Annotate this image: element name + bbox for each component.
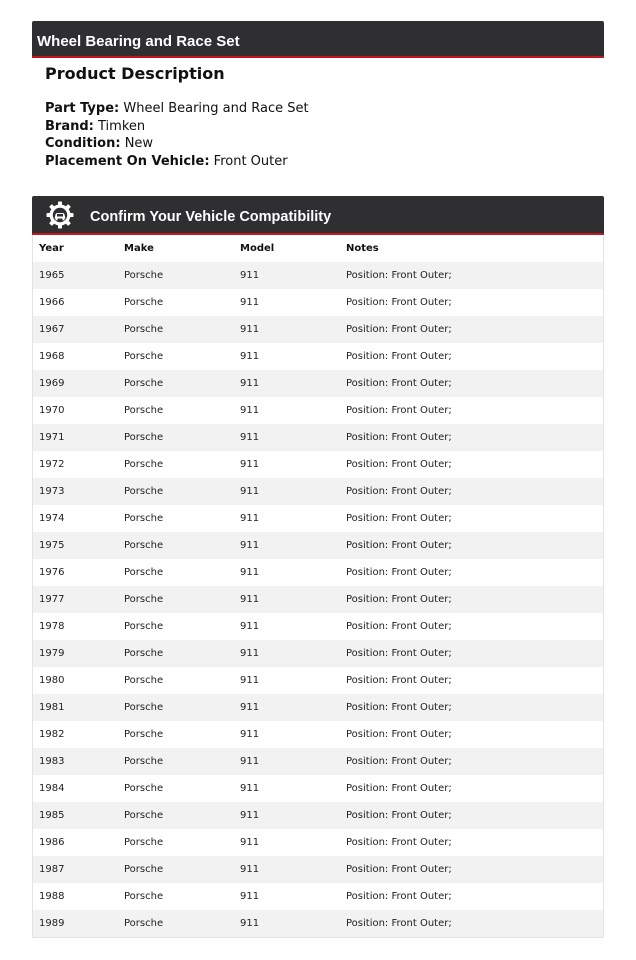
column-header-year: Year (33, 235, 118, 262)
cell-notes: Position: Front Outer; (340, 856, 603, 883)
spec-condition (45, 135, 309, 153)
cell-year: 1983 (33, 748, 118, 775)
cell-model: 911 (234, 748, 340, 775)
table-row (33, 559, 603, 586)
cell-make: Porsche (118, 262, 234, 289)
table-row (33, 370, 603, 397)
cell-make: Porsche (118, 505, 234, 532)
cell-make: Porsche (118, 478, 234, 505)
cell-notes: Position: Front Outer; (340, 424, 603, 451)
spec-value: Front Outer (213, 153, 288, 169)
cell-notes: Position: Front Outer; (340, 667, 603, 694)
table-row (33, 694, 603, 721)
compatibility-title: Confirm Your Vehicle Compatibility (90, 209, 332, 225)
cell-year: 1967 (33, 316, 118, 343)
cell-model: 911 (234, 667, 340, 694)
table-row (33, 802, 603, 829)
cell-year: 1989 (33, 910, 118, 937)
cell-year: 1978 (33, 613, 118, 640)
table-row (33, 721, 603, 748)
cell-year: 1965 (33, 262, 118, 289)
cell-make: Porsche (118, 775, 234, 802)
cell-model: 911 (234, 694, 340, 721)
cell-model: 911 (234, 586, 340, 613)
cell-make: Porsche (118, 667, 234, 694)
cell-model: 911 (234, 316, 340, 343)
spec-label: Part Type: (45, 101, 120, 116)
cell-make: Porsche (118, 721, 234, 748)
cell-make: Porsche (118, 424, 234, 451)
cell-notes: Position: Front Outer; (340, 883, 603, 910)
cell-model: 911 (234, 505, 340, 532)
page-title: Wheel Bearing and Race Set (37, 33, 240, 50)
spec-label: Placement On Vehicle: (45, 153, 210, 169)
cell-make: Porsche (118, 748, 234, 775)
table-row (33, 451, 603, 478)
cell-make: Porsche (118, 910, 234, 937)
cell-make: Porsche (118, 397, 234, 424)
spec-value: Timken (98, 118, 146, 134)
cell-notes: Position: Front Outer; (340, 910, 603, 937)
cell-model: 911 (234, 451, 340, 478)
cell-notes: Position: Front Outer; (340, 370, 603, 397)
table-row (33, 343, 603, 370)
cell-year: 1980 (33, 667, 118, 694)
cell-year: 1969 (33, 370, 118, 397)
cell-make: Porsche (118, 559, 234, 586)
cell-make: Porsche (118, 613, 234, 640)
cell-make: Porsche (118, 370, 234, 397)
cell-make: Porsche (118, 856, 234, 883)
table-row (33, 640, 603, 667)
cell-year: 1973 (33, 478, 118, 505)
cell-model: 911 (234, 829, 340, 856)
spec-brand (45, 118, 309, 136)
table-row (33, 262, 603, 289)
cell-model: 911 (234, 289, 340, 316)
cell-make: Porsche (118, 532, 234, 559)
compatibility-table (33, 235, 603, 937)
table-row (33, 883, 603, 910)
cell-notes: Position: Front Outer; (340, 532, 603, 559)
column-header-make: Make (118, 235, 234, 262)
cell-notes: Position: Front Outer; (340, 343, 603, 370)
cell-model: 911 (234, 559, 340, 586)
cell-notes: Position: Front Outer; (340, 559, 603, 586)
product-specs (45, 100, 309, 170)
cell-make: Porsche (118, 694, 234, 721)
compatibility-table-wrapper (32, 235, 604, 938)
table-row (33, 397, 603, 424)
cell-model: 911 (234, 613, 340, 640)
spec-label: Brand: (45, 118, 94, 134)
cell-year: 1970 (33, 397, 118, 424)
cell-model: 911 (234, 775, 340, 802)
cell-year: 1979 (33, 640, 118, 667)
cell-notes: Position: Front Outer; (340, 397, 603, 424)
table-row (33, 910, 603, 937)
cell-notes: Position: Front Outer; (340, 289, 603, 316)
column-header-notes: Notes (340, 235, 603, 262)
spec-value: Wheel Bearing and Race Set (123, 101, 309, 116)
cell-year: 1981 (33, 694, 118, 721)
cell-year: 1984 (33, 775, 118, 802)
gear-car-icon (46, 201, 74, 229)
cell-model: 911 (234, 532, 340, 559)
table-row (33, 586, 603, 613)
cell-make: Porsche (118, 343, 234, 370)
column-header-model: Model (234, 235, 340, 262)
table-row (33, 829, 603, 856)
cell-model: 911 (234, 478, 340, 505)
cell-model: 911 (234, 883, 340, 910)
table-row (33, 505, 603, 532)
cell-make: Porsche (118, 883, 234, 910)
cell-notes: Position: Front Outer; (340, 262, 603, 289)
cell-notes: Position: Front Outer; (340, 478, 603, 505)
table-row (33, 532, 603, 559)
cell-model: 911 (234, 856, 340, 883)
cell-notes: Position: Front Outer; (340, 613, 603, 640)
title-bar (32, 21, 604, 58)
cell-model: 911 (234, 397, 340, 424)
cell-notes: Position: Front Outer; (340, 316, 603, 343)
cell-model: 911 (234, 424, 340, 451)
cell-year: 1988 (33, 883, 118, 910)
cell-model: 911 (234, 721, 340, 748)
cell-notes: Position: Front Outer; (340, 505, 603, 532)
cell-notes: Position: Front Outer; (340, 694, 603, 721)
spec-placement (45, 153, 309, 171)
cell-year: 1966 (33, 289, 118, 316)
table-row (33, 667, 603, 694)
cell-model: 911 (234, 343, 340, 370)
table-row (33, 289, 603, 316)
spec-label: Condition: (45, 136, 121, 151)
cell-year: 1987 (33, 856, 118, 883)
cell-year: 1985 (33, 802, 118, 829)
cell-year: 1976 (33, 559, 118, 586)
cell-year: 1972 (33, 451, 118, 478)
cell-year: 1968 (33, 343, 118, 370)
cell-model: 911 (234, 262, 340, 289)
spec-value: New (124, 136, 154, 151)
cell-model: 911 (234, 910, 340, 937)
cell-year: 1975 (33, 532, 118, 559)
cell-notes: Position: Front Outer; (340, 775, 603, 802)
cell-make: Porsche (118, 289, 234, 316)
cell-model: 911 (234, 640, 340, 667)
cell-year: 1977 (33, 586, 118, 613)
table-row (33, 613, 603, 640)
cell-make: Porsche (118, 451, 234, 478)
cell-make: Porsche (118, 640, 234, 667)
table-row (33, 424, 603, 451)
cell-notes: Position: Front Outer; (340, 721, 603, 748)
cell-year: 1971 (33, 424, 118, 451)
cell-notes: Position: Front Outer; (340, 640, 603, 667)
cell-notes: Position: Front Outer; (340, 829, 603, 856)
compatibility-header (32, 196, 604, 235)
cell-notes: Position: Front Outer; (340, 451, 603, 478)
spec-part-type (45, 100, 309, 118)
table-row (33, 748, 603, 775)
cell-make: Porsche (118, 829, 234, 856)
table-body (33, 262, 603, 937)
cell-make: Porsche (118, 802, 234, 829)
cell-year: 1974 (33, 505, 118, 532)
cell-notes: Position: Front Outer; (340, 802, 603, 829)
cell-notes: Position: Front Outer; (340, 586, 603, 613)
cell-make: Porsche (118, 316, 234, 343)
cell-year: 1986 (33, 829, 118, 856)
cell-year: 1982 (33, 721, 118, 748)
table-row (33, 316, 603, 343)
table-row (33, 856, 603, 883)
cell-notes: Position: Front Outer; (340, 748, 603, 775)
table-header-row (33, 235, 603, 262)
cell-model: 911 (234, 802, 340, 829)
cell-model: 911 (234, 370, 340, 397)
table-row (33, 478, 603, 505)
cell-make: Porsche (118, 586, 234, 613)
product-description-heading: Product Description (45, 64, 225, 83)
table-row (33, 775, 603, 802)
